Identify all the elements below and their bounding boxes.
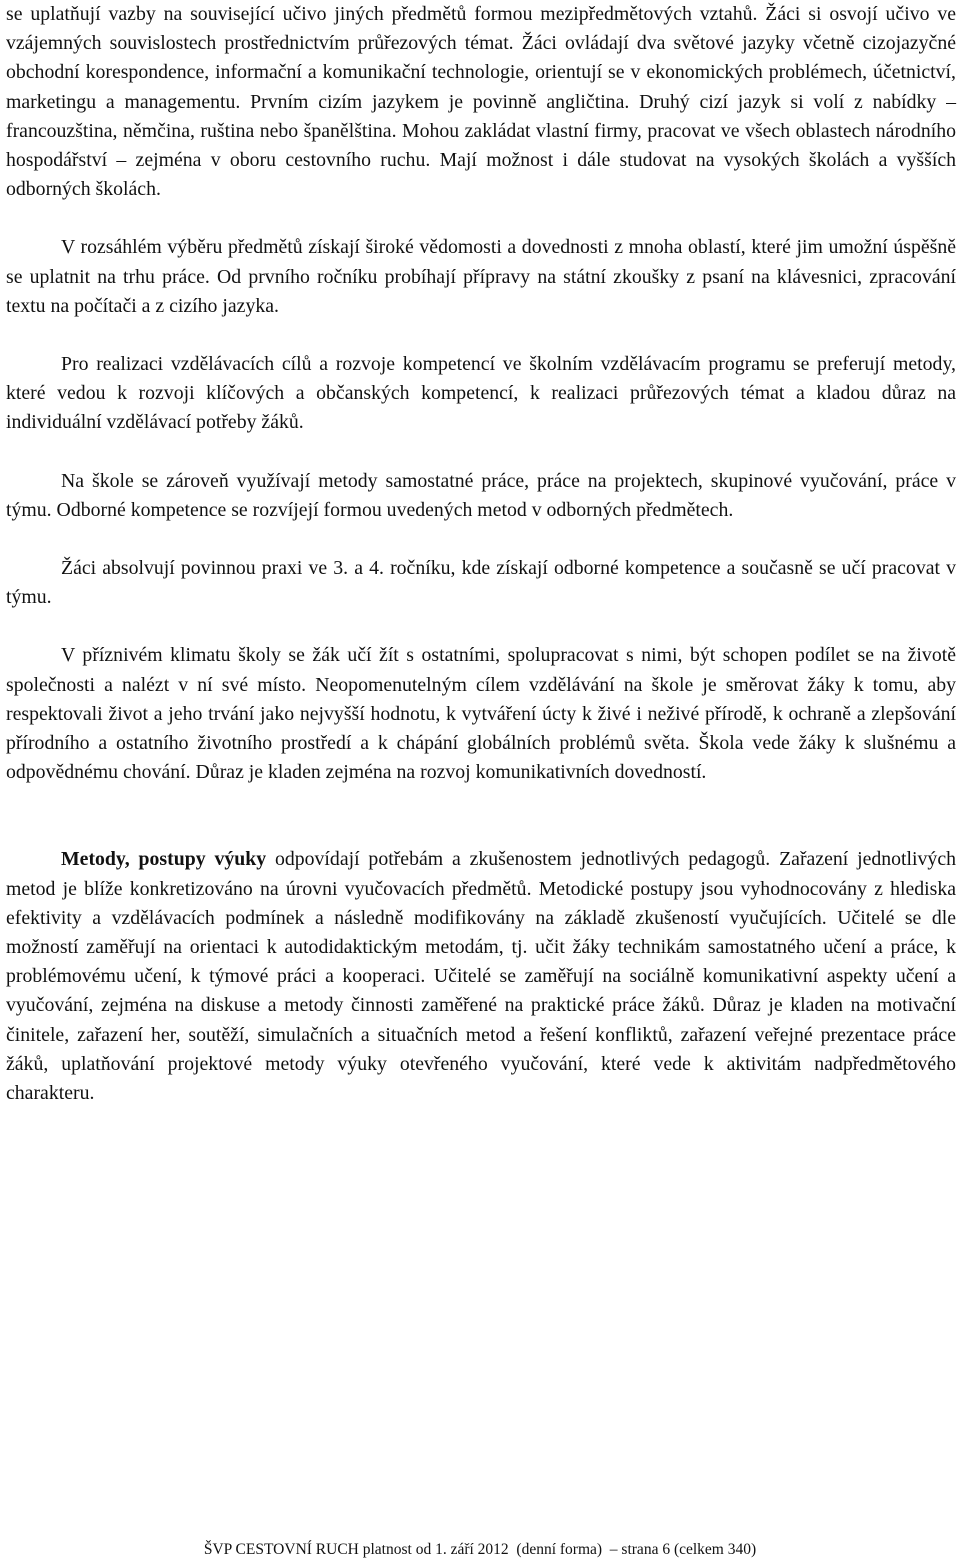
paragraph-3 bbox=[6, 350, 956, 438]
paragraph-4 bbox=[6, 467, 956, 525]
paragraph-2 bbox=[6, 233, 956, 321]
footer-text: ŠVP CESTOVNÍ RUCH platnost od 1. září 2012 (denní forma) – strana 6 (celkem 340) bbox=[203, 1541, 757, 1558]
paragraph-6-text: V příznivém klimatu školy se žák učí žít s ostatními, spolupracovat s nimi, být schopen podílet se na životě společnosti a nalézt v ní své místo. Neopomenutelným cílem vzdělávání na škole je směrovat žáky k tomu, aby respektovali život a jeho trvání jako nejvyšší hodnotu, k vytváření úcty k živé i neživé přírodě, k ochraně a zlepšování přírodního a ostatního životního prostředí a k chápání globálních problémů světa. Škola vede žáky k slušnému a odpovědnému chování. Důraz je kladen zejména na rozvoj komunikativních dovedností. bbox=[6, 644, 956, 784]
paragraph-1-text: se uplatňují vazby na související učivo jiných předmětů formou mezipředmětových vztahů. Žáci si osvojí učivo ve vzájemných souvislostech prostřednictvím průřezových témat. Žáci ovládají dva světové jazyky včetně cizojazyčné obchodní korespondence, informační a komunikační technologie, orientují se v ekonomických problémech, účetnictví, marketingu a managementu. Prvním cizím jazykem je povinně angličtina. Druhý cizí jazyk si volí z nabídky – francouzština, němčina, ruština nebo španělština. Mohou zakládat vlastní firmy, pracovat ve všech oblastech národního hospodářství – zejména v oboru cestovního ruchu. Mají možnost i dále studovat na vysokých školách a vyšších odborných školách. bbox=[6, 3, 956, 201]
paragraph-1 bbox=[6, 0, 956, 204]
page-footer bbox=[0, 1541, 960, 1559]
paragraph-5 bbox=[6, 554, 956, 612]
document-page bbox=[6, 0, 956, 1108]
paragraph-7-text: odpovídají potřebám a zkušenostem jednotlivých pedagogů. Zařazení jednotlivých metod je blíže konkretizováno na úrovni vyučovacích předmětů. Metodické postupy jsou vyhodnocovány z hlediska efektivity a vzdělávacích podmínek a následně modifikovány na základě zkušeností vyučujících. Učitelé se dle možností zaměřují na orientaci k autodidaktickým metodám, tj. učit žáky technikám samostatného učení a práce, k problémovému učení, k týmové práci a kooperaci. Učitelé se zaměřují na sociálně komunikativní aspekty učení a vyučování, zejména na diskuse a metody činnosti zaměřené na praktické práce žáků. Důraz je kladen na motivační činitele, zařazení her, soutěží, simulačních a situačních metod a řešení konfliktů, zařazení veřejné prezentace práce žáků, uplatňování projektové metody výuky otevřeného vyučování, které vede k aktivitám nadpředmětového charakteru. bbox=[6, 848, 956, 1105]
paragraph-7-bold-lead: Metody, postupy výuky bbox=[61, 848, 267, 871]
paragraph-5-text: Žáci absolvují povinnou praxi ve 3. a 4. ročníku, kde získají odborné kompetence a současně se učí pracovat v týmu. bbox=[6, 557, 956, 609]
paragraph-3-text: Pro realizaci vzdělávacích cílů a rozvoje kompetencí ve školním vzdělávacím programu se preferují metody, které vedou k rozvoji klíčových a občanských kompetencí, k realizaci průřezových témat a kladou důraz na individuální vzdělávací potřeby žáků. bbox=[6, 353, 956, 434]
paragraph-7 bbox=[6, 845, 956, 1108]
paragraph-6 bbox=[6, 641, 956, 787]
paragraph-2-text: V rozsáhlém výběru předmětů získají široké vědomosti a dovednosti z mnoha oblastí, které jim umožní úspěšně se uplatnit na trhu práce. Od prvního ročníku probíhají přípravy na státní zkoušky z psaní na klávesnici, zpracování textu na počítači a z cizího jazyka. bbox=[6, 236, 956, 317]
paragraph-4-text: Na škole se zároveň využívají metody samostatné práce, práce na projektech, skupinové vyučování, práce v týmu. Odborné kompetence se rozvíjejí formou uvedených metod v odborných předmětech. bbox=[6, 469, 956, 521]
